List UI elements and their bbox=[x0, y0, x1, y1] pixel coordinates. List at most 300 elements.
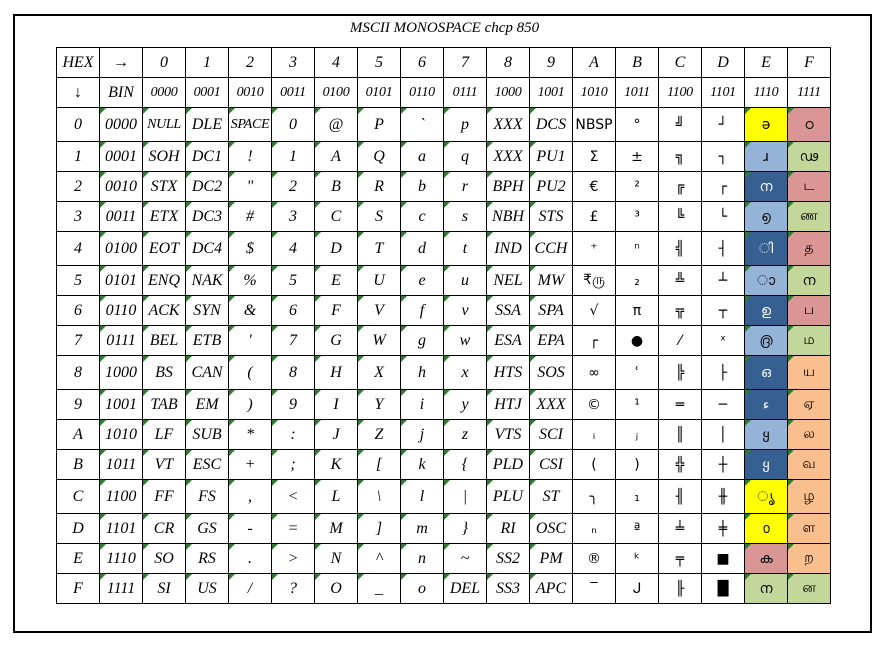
char-cell: π bbox=[616, 296, 659, 326]
char-cell: ═ bbox=[659, 390, 702, 420]
char-cell: Σ bbox=[573, 142, 616, 172]
char-cell: X bbox=[358, 356, 401, 390]
char-cell: ഉ bbox=[745, 296, 788, 326]
char-cell: ┌ bbox=[573, 326, 616, 356]
char-cell: ന bbox=[788, 266, 831, 296]
column-hex-label: 1 bbox=[186, 48, 229, 78]
column-hex-label: 0 bbox=[143, 48, 186, 78]
char-cell: ഠ bbox=[788, 108, 831, 142]
column-hex-label: 4 bbox=[315, 48, 358, 78]
char-cell: ഒ bbox=[745, 356, 788, 390]
char-cell: P bbox=[358, 108, 401, 142]
char-cell: SUB bbox=[186, 420, 229, 450]
row-bin-label: 1100 bbox=[100, 480, 143, 514]
char-cell: ഢ bbox=[788, 142, 831, 172]
char-cell: ╮ bbox=[573, 480, 616, 514]
char-cell: * bbox=[229, 420, 272, 450]
char-cell: NAK bbox=[186, 266, 229, 296]
down-arrow-icon: ↓ bbox=[57, 78, 100, 108]
char-cell: ட bbox=[788, 172, 831, 202]
char-cell: Q bbox=[358, 142, 401, 172]
char-cell: " bbox=[229, 172, 272, 202]
char-cell: - bbox=[229, 514, 272, 544]
char-cell: E bbox=[315, 266, 358, 296]
char-cell: ─ bbox=[702, 390, 745, 420]
char-cell: √ bbox=[573, 296, 616, 326]
row-hex-label: 8 bbox=[57, 356, 100, 390]
char-cell: ª bbox=[616, 514, 659, 544]
char-cell: I bbox=[315, 390, 358, 420]
char-cell: F bbox=[315, 296, 358, 326]
char-cell: < bbox=[272, 480, 315, 514]
row-bin-label: 1110 bbox=[100, 544, 143, 574]
char-cell: V bbox=[358, 296, 401, 326]
char-cell: c bbox=[401, 202, 444, 232]
char-cell: ء bbox=[745, 390, 788, 420]
row-hex-label: C bbox=[57, 480, 100, 514]
char-cell: ) bbox=[229, 390, 272, 420]
char-cell: ய bbox=[788, 356, 831, 390]
char-cell: & bbox=[229, 296, 272, 326]
table-row bbox=[57, 202, 831, 232]
page-title: MSCII MONOSPACE chcp 850 bbox=[349, 20, 540, 36]
char-cell: EPA bbox=[530, 326, 573, 356]
column-bin-label: 1011 bbox=[616, 78, 659, 108]
char-cell: ╤ bbox=[659, 544, 702, 574]
table-row bbox=[57, 326, 831, 356]
char-cell: ╣ bbox=[659, 232, 702, 266]
char-cell: b bbox=[401, 172, 444, 202]
row-hex-label: 2 bbox=[57, 172, 100, 202]
table-row bbox=[57, 480, 831, 514]
row-bin-label: 0001 bbox=[100, 142, 143, 172]
char-cell: W bbox=[358, 326, 401, 356]
char-cell: ண bbox=[788, 202, 831, 232]
column-bin-label: 1000 bbox=[487, 78, 530, 108]
char-cell: SOS bbox=[530, 356, 573, 390]
char-cell: ன bbox=[788, 574, 831, 604]
column-hex-label: 9 bbox=[530, 48, 573, 78]
char-cell: d bbox=[401, 232, 444, 266]
char-cell: ⁿ bbox=[616, 232, 659, 266]
table-row bbox=[57, 574, 831, 604]
char-cell: STX bbox=[143, 172, 186, 202]
char-cell: ~ bbox=[444, 544, 487, 574]
char-cell: A bbox=[315, 142, 358, 172]
char-cell: BPH bbox=[487, 172, 530, 202]
char-cell: DC3 bbox=[186, 202, 229, 232]
char-cell: ■ bbox=[702, 544, 745, 574]
code-page-table bbox=[56, 47, 831, 604]
char-cell: ə bbox=[745, 108, 788, 142]
char-cell: CR bbox=[143, 514, 186, 544]
char-cell: , bbox=[229, 480, 272, 514]
char-cell: ന bbox=[745, 574, 788, 604]
char-cell: ┘ bbox=[702, 108, 745, 142]
char-cell: J bbox=[315, 420, 358, 450]
char-cell: q bbox=[444, 142, 487, 172]
char-cell: │ bbox=[702, 420, 745, 450]
char-cell: ╧ bbox=[659, 514, 702, 544]
char-cell: ESA bbox=[487, 326, 530, 356]
char-cell: DLE bbox=[186, 108, 229, 142]
char-cell: LF bbox=[143, 420, 186, 450]
char-cell: CAN bbox=[186, 356, 229, 390]
char-cell: ACK bbox=[143, 296, 186, 326]
char-cell: SPA bbox=[530, 296, 573, 326]
char-cell: PM bbox=[530, 544, 573, 574]
char-cell: ^ bbox=[358, 544, 401, 574]
char-cell: HTS bbox=[487, 356, 530, 390]
char-cell: CSI bbox=[530, 450, 573, 480]
char-cell: 7 bbox=[272, 326, 315, 356]
char-cell: % bbox=[229, 266, 272, 296]
char-cell: SPACE bbox=[229, 108, 272, 142]
char-cell: NEL bbox=[487, 266, 530, 296]
char-cell: ₁ bbox=[616, 480, 659, 514]
char-cell: £ bbox=[573, 202, 616, 232]
column-hex-label: 8 bbox=[487, 48, 530, 78]
table-row bbox=[57, 420, 831, 450]
column-bin-label: 0000 bbox=[143, 78, 186, 108]
char-cell: ╠ bbox=[659, 356, 702, 390]
char-cell: ல bbox=[788, 420, 831, 450]
char-cell: CCH bbox=[530, 232, 573, 266]
char-cell: } bbox=[444, 514, 487, 544]
char-cell: D bbox=[315, 232, 358, 266]
char-cell: ( bbox=[573, 450, 616, 480]
row-bin-label: 0101 bbox=[100, 266, 143, 296]
table-row bbox=[57, 390, 831, 420]
char-cell: ി bbox=[745, 232, 788, 266]
char-cell: ╢ bbox=[659, 480, 702, 514]
column-bin-label: 1001 bbox=[530, 78, 573, 108]
table-row bbox=[57, 266, 831, 296]
column-bin-label: 1101 bbox=[702, 78, 745, 108]
char-cell: ழ bbox=[788, 480, 831, 514]
char-cell: வ bbox=[788, 450, 831, 480]
char-cell: ╦ bbox=[659, 296, 702, 326]
char-cell: L bbox=[315, 480, 358, 514]
char-cell: VT bbox=[143, 450, 186, 480]
char-cell: ² bbox=[616, 172, 659, 202]
char-cell: | bbox=[444, 480, 487, 514]
char-cell: © bbox=[573, 390, 616, 420]
char-cell: / bbox=[229, 574, 272, 604]
char-cell: ஏ bbox=[788, 390, 831, 420]
column-hex-label: C bbox=[659, 48, 702, 78]
table-row bbox=[57, 142, 831, 172]
char-cell: 6 bbox=[272, 296, 315, 326]
header-row-bin bbox=[57, 78, 831, 108]
char-cell: o bbox=[401, 574, 444, 604]
char-cell: ® bbox=[573, 544, 616, 574]
char-cell: BS bbox=[143, 356, 186, 390]
char-cell: ST bbox=[530, 480, 573, 514]
char-cell: DC2 bbox=[186, 172, 229, 202]
char-cell: EOT bbox=[143, 232, 186, 266]
row-bin-label: 0110 bbox=[100, 296, 143, 326]
char-cell: m bbox=[401, 514, 444, 544]
char-cell: l bbox=[401, 480, 444, 514]
column-bin-label: 0110 bbox=[401, 78, 444, 108]
row-bin-label: 1010 bbox=[100, 420, 143, 450]
char-cell: GS bbox=[186, 514, 229, 544]
char-cell: @ bbox=[315, 108, 358, 142]
char-cell: PLU bbox=[487, 480, 530, 514]
char-cell: ╗ bbox=[659, 142, 702, 172]
char-cell: k bbox=[401, 450, 444, 480]
char-cell: ɹ bbox=[745, 142, 788, 172]
column-bin-label: 1010 bbox=[573, 78, 616, 108]
char-cell: SO bbox=[143, 544, 186, 574]
table-row bbox=[57, 356, 831, 390]
row-hex-label: 5 bbox=[57, 266, 100, 296]
char-cell: IND bbox=[487, 232, 530, 266]
char-cell: ╔ bbox=[659, 172, 702, 202]
char-cell: SCI bbox=[530, 420, 573, 450]
char-cell: r bbox=[444, 172, 487, 202]
char-cell: ³ bbox=[616, 202, 659, 232]
char-cell: # bbox=[229, 202, 272, 232]
char-cell: n bbox=[401, 544, 444, 574]
table-row bbox=[57, 108, 831, 142]
char-cell: HTJ bbox=[487, 390, 530, 420]
char-cell: N bbox=[315, 544, 358, 574]
char-cell: t bbox=[444, 232, 487, 266]
char-cell: ? bbox=[272, 574, 315, 604]
char-cell: 4 bbox=[272, 232, 315, 266]
char-cell: ╪ bbox=[702, 514, 745, 544]
char-cell: ; bbox=[272, 450, 315, 480]
char-cell: p bbox=[444, 108, 487, 142]
column-hex-label: A bbox=[573, 48, 616, 78]
char-cell: ┤ bbox=[702, 232, 745, 266]
column-bin-label: 1100 bbox=[659, 78, 702, 108]
char-cell: ൫ bbox=[745, 326, 788, 356]
char-cell: FF bbox=[143, 480, 186, 514]
char-cell: ) bbox=[616, 450, 659, 480]
char-cell: 3 bbox=[272, 202, 315, 232]
column-hex-label: D bbox=[702, 48, 745, 78]
char-cell: u bbox=[444, 266, 487, 296]
row-bin-label: 0111 bbox=[100, 326, 143, 356]
char-cell: ● bbox=[616, 326, 659, 356]
char-cell: = bbox=[272, 514, 315, 544]
char-cell: O bbox=[315, 574, 358, 604]
char-cell: ( bbox=[229, 356, 272, 390]
char-cell: K bbox=[315, 450, 358, 480]
row-hex-label: 0 bbox=[57, 108, 100, 142]
char-cell: ყ bbox=[745, 420, 788, 450]
char-cell: BEL bbox=[143, 326, 186, 356]
char-cell: ʿ bbox=[616, 356, 659, 390]
char-cell: f bbox=[401, 296, 444, 326]
char-cell: ⁺ bbox=[573, 232, 616, 266]
char-cell: ᵢ bbox=[573, 420, 616, 450]
char-cell: ` bbox=[401, 108, 444, 142]
column-bin-label: 1110 bbox=[745, 78, 788, 108]
char-cell: ˣ bbox=[702, 326, 745, 356]
char-cell: R bbox=[358, 172, 401, 202]
char-cell: TAB bbox=[143, 390, 186, 420]
char-cell: SI bbox=[143, 574, 186, 604]
row-hex-label: 7 bbox=[57, 326, 100, 356]
char-cell: ம bbox=[788, 326, 831, 356]
char-cell: T bbox=[358, 232, 401, 266]
column-hex-label: 5 bbox=[358, 48, 401, 78]
char-cell: SYN bbox=[186, 296, 229, 326]
char-cell: ┼ bbox=[702, 450, 745, 480]
char-cell: ± bbox=[616, 142, 659, 172]
char-cell: ள bbox=[788, 514, 831, 544]
row-bin-label: 1111 bbox=[100, 574, 143, 604]
row-hex-label: 1 bbox=[57, 142, 100, 172]
table-row bbox=[57, 296, 831, 326]
column-hex-label: F bbox=[788, 48, 831, 78]
column-bin-label: 1111 bbox=[788, 78, 831, 108]
table-row bbox=[57, 450, 831, 480]
char-cell: ' bbox=[229, 326, 272, 356]
char-cell: ┬ bbox=[702, 296, 745, 326]
right-arrow-icon: → bbox=[100, 48, 143, 78]
char-cell: XXX bbox=[487, 108, 530, 142]
table-row bbox=[57, 514, 831, 544]
char-cell: ൦ bbox=[745, 514, 788, 544]
char-cell: 0 bbox=[272, 108, 315, 142]
char-cell: DC1 bbox=[186, 142, 229, 172]
char-cell: PLD bbox=[487, 450, 530, 480]
char-cell: ൃ bbox=[745, 480, 788, 514]
char-cell: ╩ bbox=[659, 266, 702, 296]
char-cell: > bbox=[272, 544, 315, 574]
char-cell: 2 bbox=[272, 172, 315, 202]
char-cell: ᒍ bbox=[616, 574, 659, 604]
row-hex-label: A bbox=[57, 420, 100, 450]
char-cell: SOH bbox=[143, 142, 186, 172]
char-cell: ყ bbox=[745, 450, 788, 480]
char-cell: 1 bbox=[272, 142, 315, 172]
column-hex-label: 3 bbox=[272, 48, 315, 78]
char-cell: ₙ bbox=[573, 514, 616, 544]
char-cell: RS bbox=[186, 544, 229, 574]
char-cell: US bbox=[186, 574, 229, 604]
char-cell: ₂ bbox=[616, 266, 659, 296]
char-cell: C bbox=[315, 202, 358, 232]
char-cell: _ bbox=[358, 574, 401, 604]
char-cell: ETB bbox=[186, 326, 229, 356]
char-cell: a bbox=[401, 142, 444, 172]
row-hex-label: 6 bbox=[57, 296, 100, 326]
row-hex-label: F bbox=[57, 574, 100, 604]
char-cell: SSA bbox=[487, 296, 530, 326]
char-cell: ESC bbox=[186, 450, 229, 480]
char-cell: த bbox=[788, 232, 831, 266]
column-bin-label: 0011 bbox=[272, 78, 315, 108]
char-cell: ├ bbox=[702, 356, 745, 390]
row-bin-label: 0010 bbox=[100, 172, 143, 202]
column-bin-label: 0001 bbox=[186, 78, 229, 108]
char-cell: MW bbox=[530, 266, 573, 296]
char-cell: { bbox=[444, 450, 487, 480]
column-bin-label: 0111 bbox=[444, 78, 487, 108]
char-cell: [ bbox=[358, 450, 401, 480]
char-cell: ⱼ bbox=[616, 420, 659, 450]
char-cell: APC bbox=[530, 574, 573, 604]
char-cell: OSC bbox=[530, 514, 573, 544]
column-bin-label: 0010 bbox=[229, 78, 272, 108]
char-cell: ൭ bbox=[745, 202, 788, 232]
char-cell: ╬ bbox=[659, 450, 702, 480]
char-cell: ┴ bbox=[702, 266, 745, 296]
row-bin-label: 0100 bbox=[100, 232, 143, 266]
row-bin-label: 1000 bbox=[100, 356, 143, 390]
char-cell: j bbox=[401, 420, 444, 450]
char-cell: M bbox=[315, 514, 358, 544]
char-cell: € bbox=[573, 172, 616, 202]
char-cell: : bbox=[272, 420, 315, 450]
char-cell: EM bbox=[186, 390, 229, 420]
char-cell: DC4 bbox=[186, 232, 229, 266]
char-cell: Z bbox=[358, 420, 401, 450]
char-cell: 9 bbox=[272, 390, 315, 420]
char-cell: x bbox=[444, 356, 487, 390]
char-cell: H bbox=[315, 356, 358, 390]
char-cell: z bbox=[444, 420, 487, 450]
char-cell: ₹ரு bbox=[573, 266, 616, 296]
char-cell: 5 bbox=[272, 266, 315, 296]
char-cell: 8 bbox=[272, 356, 315, 390]
char-cell: └ bbox=[702, 202, 745, 232]
row-hex-label: 3 bbox=[57, 202, 100, 232]
column-bin-label: 0100 bbox=[315, 78, 358, 108]
char-cell: \ bbox=[358, 480, 401, 514]
char-cell: U bbox=[358, 266, 401, 296]
char-cell: ! bbox=[229, 142, 272, 172]
char-cell: ┐ bbox=[702, 142, 745, 172]
char-cell: ° bbox=[616, 108, 659, 142]
char-cell: G bbox=[315, 326, 358, 356]
char-cell: ‾ bbox=[573, 574, 616, 604]
row-bin-label: 1011 bbox=[100, 450, 143, 480]
char-cell: ╝ bbox=[659, 108, 702, 142]
char-cell: VTS bbox=[487, 420, 530, 450]
char-cell: ∞ bbox=[573, 356, 616, 390]
char-cell: FS bbox=[186, 480, 229, 514]
row-bin-label: 1101 bbox=[100, 514, 143, 544]
char-cell: B bbox=[315, 172, 358, 202]
char-cell: SS2 bbox=[487, 544, 530, 574]
char-cell: v bbox=[444, 296, 487, 326]
char-cell: e bbox=[401, 266, 444, 296]
table-row bbox=[57, 172, 831, 202]
char-cell: ¹ bbox=[616, 390, 659, 420]
char-cell: PU2 bbox=[530, 172, 573, 202]
corner-bin-label: BIN bbox=[100, 78, 143, 108]
char-cell: w bbox=[444, 326, 487, 356]
row-hex-label: D bbox=[57, 514, 100, 544]
column-bin-label: 0101 bbox=[358, 78, 401, 108]
char-cell: i bbox=[401, 390, 444, 420]
char-cell: ║ bbox=[659, 420, 702, 450]
column-hex-label: E bbox=[745, 48, 788, 78]
char-cell: PU1 bbox=[530, 142, 573, 172]
char-cell: + bbox=[229, 450, 272, 480]
char-cell: SS3 bbox=[487, 574, 530, 604]
char-cell: ക bbox=[745, 544, 788, 574]
char-cell: ാ bbox=[745, 266, 788, 296]
row-hex-label: E bbox=[57, 544, 100, 574]
